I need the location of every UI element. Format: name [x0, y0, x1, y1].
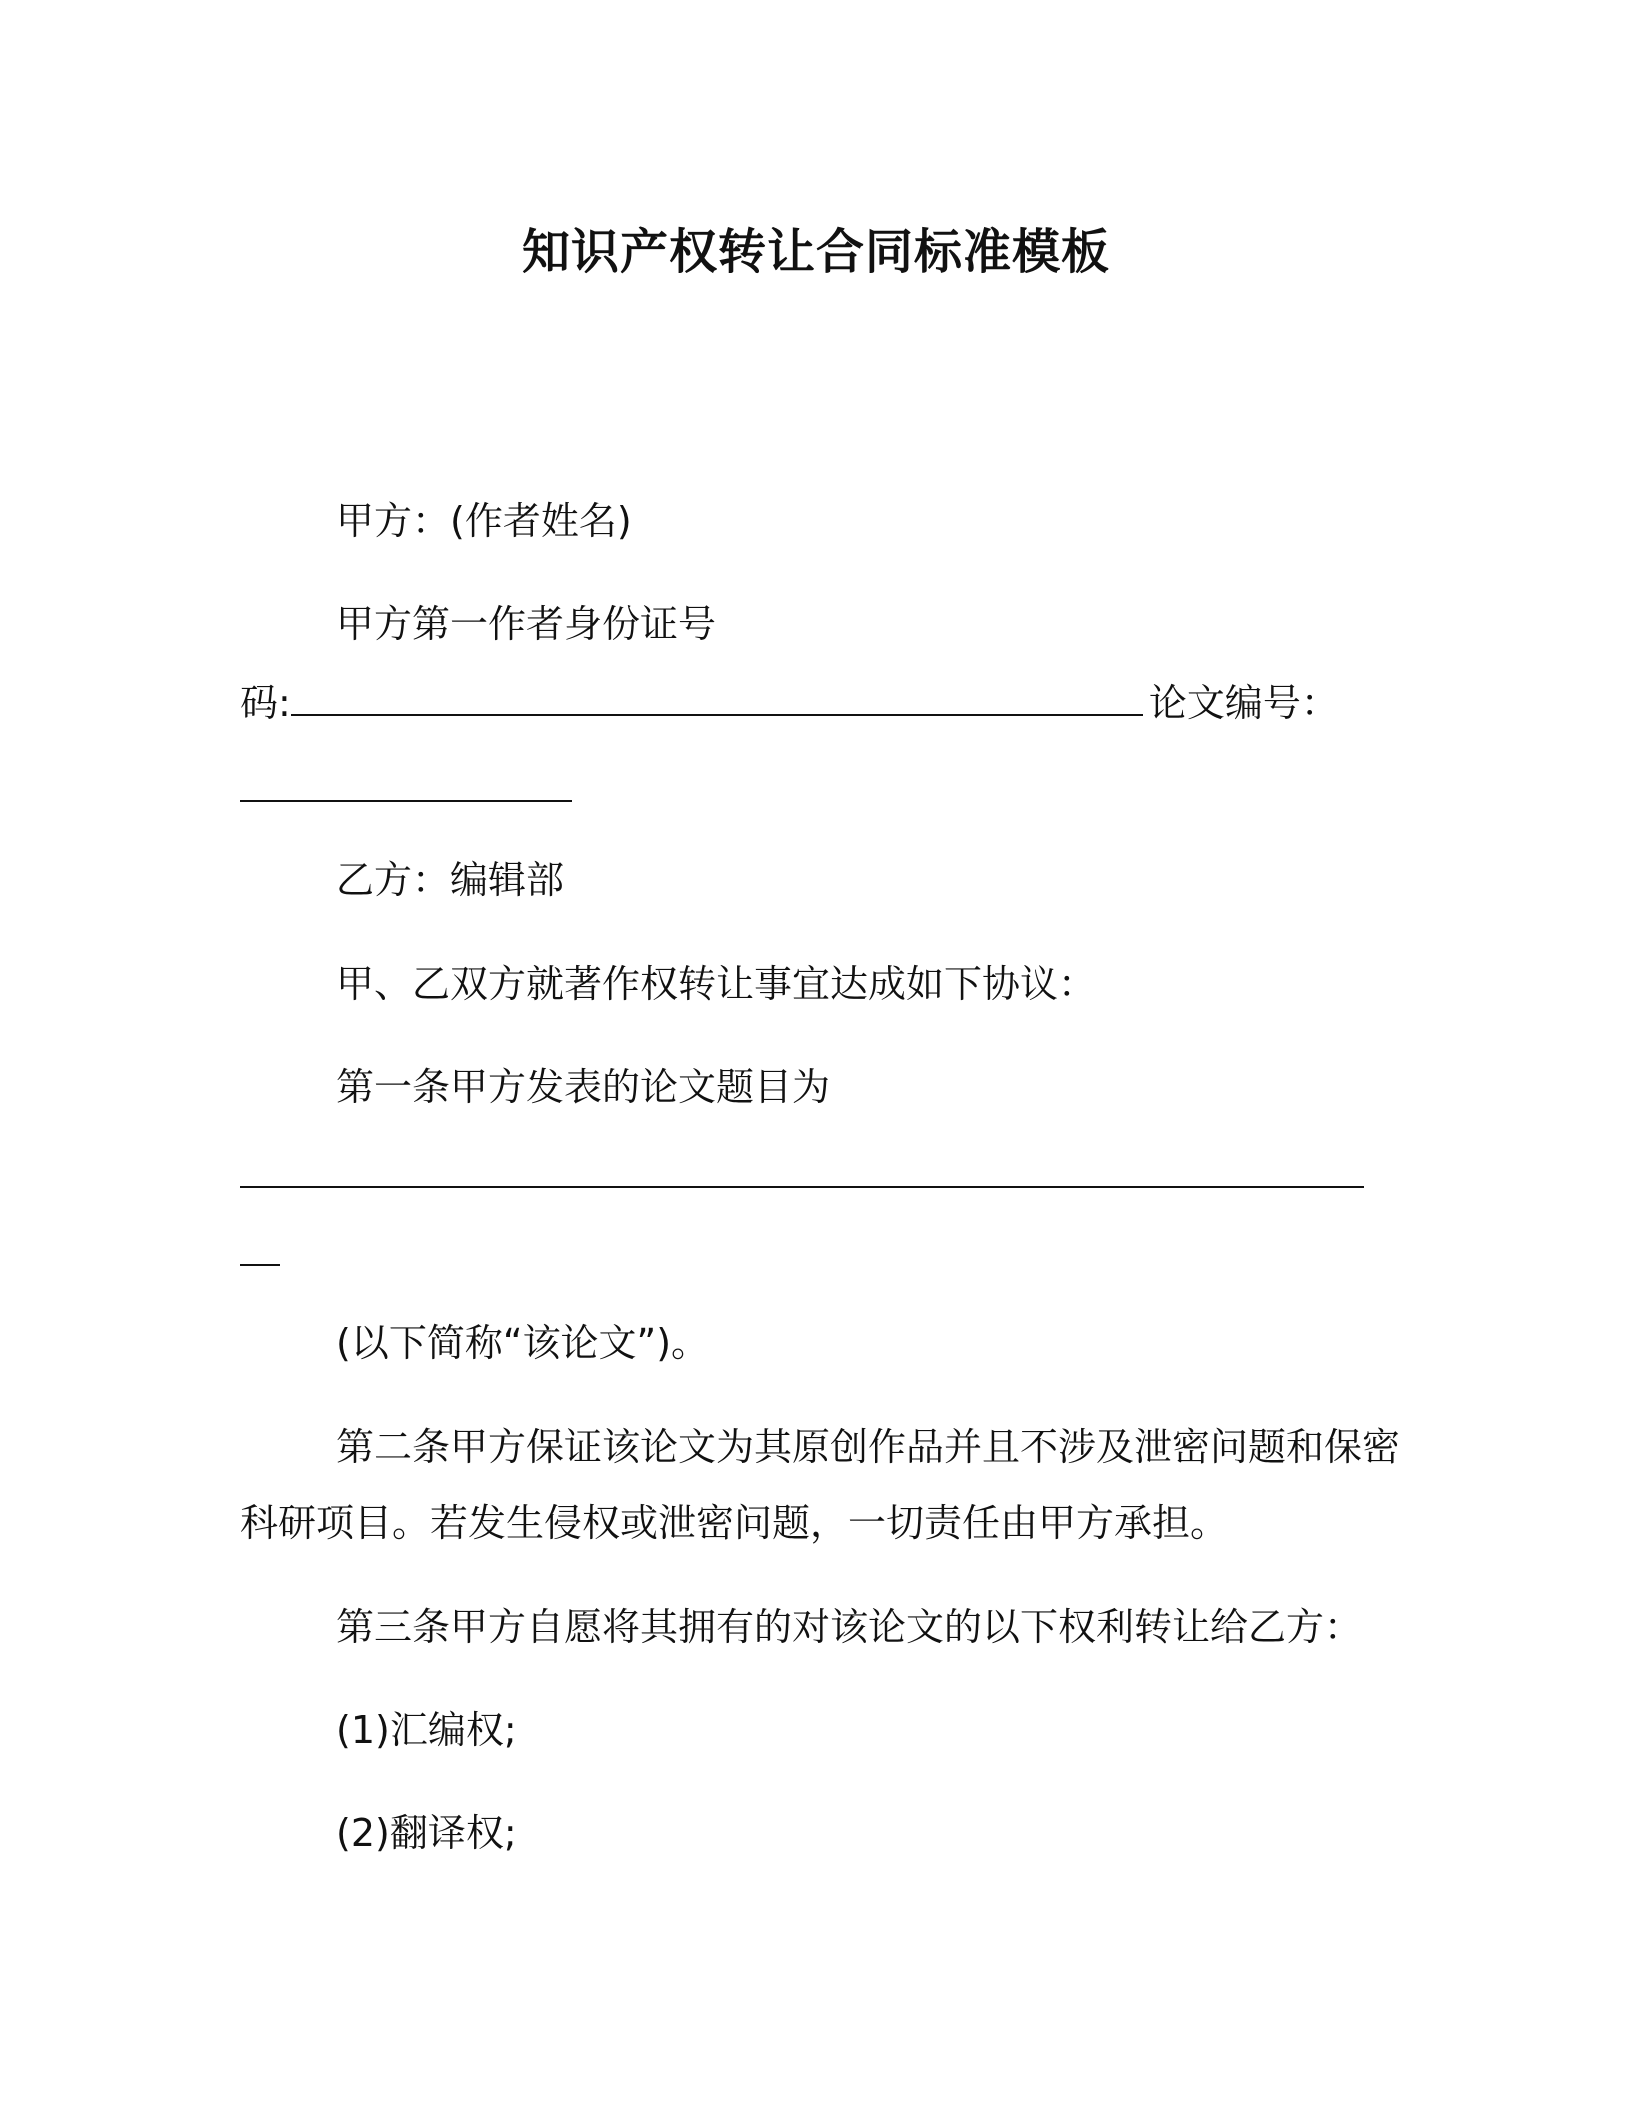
document-title: 知识产权转让合同标准模板: [521, 224, 1110, 280]
party-a-line: 甲方：(作者姓名): [336, 499, 632, 543]
paper-number-blank[interactable]: [240, 800, 572, 802]
item-1-line: (1)汇编权;: [336, 1708, 517, 1752]
id-number-label-line2: 码:: [240, 681, 291, 725]
article-1-line: 第一条甲方发表的论文题目为: [336, 1065, 831, 1109]
paper-title-blank-1[interactable]: [240, 1186, 1364, 1188]
paper-number-label: 论文编号：: [1148, 681, 1339, 725]
article-1-tail-line: (以下简称“该论文”)。: [336, 1321, 710, 1365]
article-2-line-1: 第二条甲方保证该论文为其原创作品并且不涉及泄密问题和保密: [336, 1425, 1401, 1469]
article-3-line: 第三条甲方自愿将其拥有的对该论文的以下权利转让给乙方：: [336, 1605, 1363, 1649]
party-b-line: 乙方：编辑部: [336, 858, 565, 902]
item-2-line: (2)翻译权;: [336, 1811, 517, 1855]
article-2-line-2: 科研项目。若发生侵权或泄密问题，一切责任由甲方承担。: [240, 1501, 1229, 1545]
id-number-line: [240, 680, 1339, 726]
id-number-label-line1: 甲方第一作者身份证号: [336, 602, 717, 646]
id-number-blank[interactable]: [291, 710, 1143, 716]
paper-title-blank-2[interactable]: [240, 1264, 280, 1266]
agreement-intro-line: 甲、乙双方就著作权转让事宜达成如下协议：: [336, 962, 1097, 1006]
